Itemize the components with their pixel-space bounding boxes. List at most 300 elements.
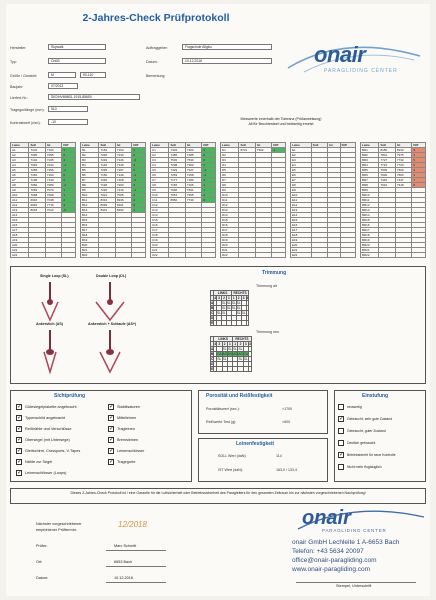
field-hersteller[interactable]: Skywalk bbox=[48, 44, 106, 50]
table-cell[interactable]: -1 bbox=[202, 173, 216, 178]
table-cell[interactable]: BR6 bbox=[361, 173, 379, 178]
table-cell[interactable]: 3 bbox=[62, 203, 76, 208]
table-cell[interactable]: E8 bbox=[291, 183, 312, 188]
table-cell[interactable]: D10 bbox=[221, 193, 239, 198]
table-cell[interactable]: A1 bbox=[11, 148, 29, 153]
sicht-checkbox[interactable]: ✓ bbox=[109, 415, 115, 421]
field-tragegurt[interactable]: 510 bbox=[48, 106, 88, 112]
table-cell[interactable]: C11 bbox=[151, 198, 169, 203]
trim-cell[interactable]: SL bbox=[233, 347, 238, 351]
table-cell[interactable]: 6946 bbox=[29, 198, 45, 203]
table-cell[interactable]: D2 bbox=[221, 153, 239, 158]
table-cell[interactable] bbox=[202, 253, 216, 258]
table-cell[interactable]: 5 bbox=[412, 163, 426, 168]
table-cell[interactable]: 2 bbox=[132, 203, 146, 208]
table-cell[interactable]: B16 bbox=[81, 223, 99, 228]
table-cell[interactable]: 0 bbox=[202, 198, 216, 203]
table-cell[interactable]: 4 bbox=[202, 193, 216, 198]
table-cell[interactable]: 3 bbox=[412, 173, 426, 178]
table-cell[interactable]: 3 bbox=[412, 148, 426, 153]
table-cell[interactable]: E21 bbox=[291, 248, 312, 253]
table-cell[interactable]: A2 bbox=[11, 153, 29, 158]
table-cell[interactable]: E20 bbox=[291, 243, 312, 248]
table-cell[interactable]: 8018 bbox=[29, 208, 45, 213]
table-cell[interactable]: B17 bbox=[81, 228, 99, 233]
table-cell[interactable]: 0 bbox=[132, 153, 146, 158]
table-cell[interactable]: E7 bbox=[291, 178, 312, 183]
table-cell[interactable]: A16 bbox=[11, 223, 29, 228]
table-cell[interactable]: 0 bbox=[62, 153, 76, 158]
trim-cell[interactable]: SL bbox=[238, 357, 243, 361]
table-cell[interactable]: C14 bbox=[151, 213, 169, 218]
table-cell[interactable]: 7530 bbox=[169, 158, 185, 163]
trim-cell[interactable]: CA bbox=[243, 352, 249, 356]
trim-cell[interactable]: SL bbox=[243, 357, 248, 361]
table-cell[interactable]: B7 bbox=[81, 178, 99, 183]
table-cell[interactable]: B10 bbox=[81, 193, 99, 198]
table-cell[interactable]: 8 bbox=[412, 183, 426, 188]
table-cell[interactable]: A18 bbox=[11, 233, 29, 238]
table-cell[interactable]: A17 bbox=[11, 228, 29, 233]
trim-cell[interactable]: CA bbox=[217, 352, 222, 356]
table-cell[interactable]: B1 bbox=[81, 148, 99, 153]
einstuf-checkbox[interactable] bbox=[338, 440, 344, 446]
table-cell[interactable]: 2 bbox=[132, 198, 146, 203]
table-cell[interactable]: 7690 bbox=[169, 188, 185, 193]
table-cell[interactable]: B9 bbox=[81, 188, 99, 193]
table-cell[interactable]: 7013 bbox=[45, 208, 61, 213]
table-cell[interactable]: BR7 bbox=[361, 178, 379, 183]
table-cell[interactable]: 7095 bbox=[29, 153, 45, 158]
trim-cell[interactable]: SL bbox=[238, 347, 243, 351]
table-cell[interactable]: A4 bbox=[11, 163, 29, 168]
table-cell[interactable]: 1 bbox=[202, 183, 216, 188]
table-cell[interactable] bbox=[328, 253, 341, 258]
table-cell[interactable]: 8180 bbox=[379, 148, 395, 153]
table-cell[interactable]: 7230 bbox=[99, 178, 115, 183]
table-cell[interactable]: C16 bbox=[151, 223, 169, 228]
table-cell[interactable]: 7609 bbox=[395, 168, 411, 173]
table-cell[interactable]: 7160 bbox=[29, 173, 45, 178]
table-cell[interactable]: 1 bbox=[272, 148, 286, 153]
trim-cell[interactable]: SL bbox=[222, 311, 226, 315]
table-cell[interactable]: BR15 bbox=[361, 218, 379, 223]
table-cell[interactable]: E19 bbox=[291, 238, 312, 243]
sicht-checkbox[interactable]: ✓ bbox=[109, 437, 115, 443]
table-cell[interactable]: 7975 bbox=[395, 153, 411, 158]
table-cell[interactable]: 7200 bbox=[115, 183, 131, 188]
table-cell[interactable]: 4 bbox=[412, 153, 426, 158]
table-cell[interactable]: A15 bbox=[11, 218, 29, 223]
table-cell[interactable]: 1 bbox=[202, 148, 216, 153]
table-cell[interactable]: 7298 bbox=[169, 163, 185, 168]
table-cell[interactable]: 7230 bbox=[99, 153, 115, 158]
table-cell[interactable]: E12 bbox=[291, 203, 312, 208]
table-cell[interactable]: B15 bbox=[81, 218, 99, 223]
table-cell[interactable]: BR3 bbox=[361, 158, 379, 163]
table-cell[interactable]: 7300 bbox=[185, 163, 201, 168]
table-cell[interactable]: 7102 bbox=[29, 148, 45, 153]
table-cell[interactable]: 7045 bbox=[29, 163, 45, 168]
table-cell[interactable] bbox=[255, 253, 271, 258]
trim-cell[interactable]: SL bbox=[222, 347, 227, 351]
table-cell[interactable]: 7177 bbox=[169, 178, 185, 183]
trim-cell[interactable]: SL bbox=[227, 347, 232, 351]
table-cell[interactable]: E14 bbox=[291, 213, 312, 218]
trim-cell[interactable]: SL bbox=[226, 306, 231, 310]
table-cell[interactable]: E6 bbox=[291, 173, 312, 178]
table-cell[interactable]: BR13 bbox=[361, 208, 379, 213]
field-baujahr[interactable]: 07/2013 bbox=[48, 83, 78, 89]
einstuf-checkbox[interactable]: ✓ bbox=[339, 416, 345, 422]
table-cell[interactable]: E16 bbox=[291, 223, 312, 228]
table-cell[interactable]: C10 bbox=[151, 193, 169, 198]
table-cell[interactable]: BR11 bbox=[361, 198, 379, 203]
table-cell[interactable]: BR22 bbox=[361, 253, 379, 258]
table-cell[interactable]: 7258 bbox=[29, 168, 45, 173]
table-cell[interactable]: 1 bbox=[62, 188, 76, 193]
table-cell[interactable]: 4 bbox=[412, 168, 426, 173]
table-cell[interactable] bbox=[272, 253, 286, 258]
trim-cell[interactable]: AS bbox=[238, 352, 243, 356]
table-cell[interactable]: BR10 bbox=[361, 193, 379, 198]
table-cell[interactable]: 0 bbox=[202, 153, 216, 158]
trim-cell[interactable]: SL bbox=[217, 311, 221, 315]
table-cell[interactable]: 8301 bbox=[99, 208, 115, 213]
field-typ[interactable]: Chili3 bbox=[48, 58, 106, 64]
table-cell[interactable]: E11 bbox=[291, 198, 312, 203]
table-cell[interactable]: 2 bbox=[202, 163, 216, 168]
table-cell[interactable]: 7 bbox=[412, 178, 426, 183]
table-cell[interactable]: C5 bbox=[151, 168, 169, 173]
trim-cell[interactable]: AS bbox=[233, 352, 238, 356]
table-cell[interactable]: 7150 bbox=[99, 173, 115, 178]
table-cell[interactable]: 7146 bbox=[99, 163, 115, 168]
trim-cell[interactable]: SL bbox=[222, 301, 226, 305]
table-cell[interactable]: BR12 bbox=[361, 203, 379, 208]
table-cell[interactable]: BR5 bbox=[361, 168, 379, 173]
table-cell[interactable]: E1 bbox=[291, 148, 312, 153]
trim-cell[interactable]: SL bbox=[222, 357, 227, 361]
table-cell[interactable]: A20 bbox=[11, 243, 29, 248]
table-cell[interactable]: BR8 bbox=[361, 183, 379, 188]
table-cell[interactable]: B4 bbox=[81, 163, 99, 168]
table-cell[interactable]: 7095 bbox=[45, 153, 61, 158]
einstuf-checkbox[interactable] bbox=[338, 428, 344, 434]
table-cell[interactable]: A22 bbox=[11, 253, 29, 258]
table-cell[interactable]: 7246 bbox=[115, 158, 131, 163]
table-cell[interactable]: A11 bbox=[11, 198, 29, 203]
table-cell[interactable]: 8650 bbox=[169, 198, 185, 203]
trim-cell[interactable]: SL bbox=[236, 301, 241, 305]
table-cell[interactable]: 2 bbox=[62, 198, 76, 203]
table-cell[interactable]: -3 bbox=[132, 158, 146, 163]
table-cell[interactable]: 7149 bbox=[115, 163, 131, 168]
table-cell[interactable]: E5 bbox=[291, 168, 312, 173]
sicht-checkbox[interactable]: ✓ bbox=[17, 448, 23, 454]
sicht-checkbox[interactable]: ✓ bbox=[109, 448, 115, 454]
table-cell[interactable]: C12 bbox=[151, 203, 169, 208]
table-cell[interactable]: E17 bbox=[291, 228, 312, 233]
table-cell[interactable]: 8334 bbox=[99, 198, 115, 203]
table-cell[interactable]: D1 bbox=[221, 148, 239, 153]
table-cell[interactable]: 7655 bbox=[185, 193, 201, 198]
table-cell[interactable]: B6 bbox=[81, 173, 99, 178]
table-cell[interactable]: 1 bbox=[62, 148, 76, 153]
table-cell[interactable]: BR17 bbox=[361, 228, 379, 233]
table-cell[interactable]: 8101 bbox=[115, 203, 131, 208]
table-cell[interactable]: E18 bbox=[291, 233, 312, 238]
sicht-checkbox[interactable]: ✓ bbox=[17, 415, 23, 421]
trim-cell[interactable]: AS bbox=[227, 352, 233, 356]
trim-cell[interactable]: SL bbox=[222, 306, 226, 310]
table-cell[interactable]: 7691 bbox=[185, 188, 201, 193]
table-cell[interactable]: D5 bbox=[221, 168, 239, 173]
table-cell[interactable]: C18 bbox=[151, 233, 169, 238]
table-cell[interactable] bbox=[239, 253, 255, 258]
table-cell[interactable]: B22 bbox=[81, 253, 99, 258]
table-cell[interactable]: 3 bbox=[202, 178, 216, 183]
trim-cell[interactable]: SL bbox=[226, 301, 231, 305]
table-cell[interactable]: 7069 bbox=[29, 188, 45, 193]
table-cell[interactable]: 7140 bbox=[45, 178, 61, 183]
table-cell[interactable] bbox=[379, 253, 395, 258]
table-cell[interactable]: 7256 bbox=[45, 168, 61, 173]
table-cell[interactable]: C21 bbox=[151, 248, 169, 253]
table-cell[interactable]: B14 bbox=[81, 213, 99, 218]
table-cell[interactable]: 7102 bbox=[29, 158, 45, 163]
sicht-checkbox[interactable]: ✓ bbox=[17, 437, 23, 443]
table-cell[interactable]: 7249 bbox=[99, 158, 115, 163]
table-cell[interactable]: C13 bbox=[151, 208, 169, 213]
table-cell[interactable]: 7163 bbox=[115, 148, 131, 153]
table-cell[interactable]: 7220 bbox=[99, 188, 115, 193]
table-cell[interactable]: -5 bbox=[62, 208, 76, 213]
table-cell[interactable]: D13 bbox=[221, 208, 239, 213]
field-gewicht[interactable]: 90-110 bbox=[80, 72, 106, 78]
trim-cell[interactable]: SL bbox=[231, 306, 236, 310]
trim-cell[interactable]: AS bbox=[222, 352, 227, 356]
table-cell[interactable]: 7716 bbox=[45, 203, 61, 208]
trim-cell[interactable] bbox=[246, 321, 249, 326]
table-cell[interactable]: 6945 bbox=[29, 203, 45, 208]
einstuf-checkbox[interactable] bbox=[338, 464, 344, 470]
trim-cell[interactable] bbox=[249, 367, 252, 372]
field-kontrast[interactable]: -10 bbox=[48, 119, 88, 125]
field-lfz[interactable]: SKDHVMMB1-1915-85650 bbox=[48, 94, 140, 100]
table-cell[interactable]: BR18 bbox=[361, 233, 379, 238]
table-cell[interactable]: C17 bbox=[151, 228, 169, 233]
table-cell[interactable] bbox=[412, 253, 426, 258]
table-cell[interactable]: B21 bbox=[81, 248, 99, 253]
table-cell[interactable] bbox=[45, 253, 61, 258]
table-cell[interactable]: 7302 bbox=[255, 148, 271, 153]
table-cell[interactable]: 5 bbox=[412, 158, 426, 163]
table-cell[interactable]: D7 bbox=[221, 178, 239, 183]
table-cell[interactable]: 7149 bbox=[115, 173, 131, 178]
sicht-checkbox[interactable]: ✓ bbox=[109, 459, 115, 465]
table-cell[interactable]: BR14 bbox=[361, 213, 379, 218]
table-cell[interactable]: 7099 bbox=[45, 193, 61, 198]
table-cell[interactable]: C2 bbox=[151, 153, 169, 158]
table-cell[interactable] bbox=[311, 253, 327, 258]
table-cell[interactable]: C20 bbox=[151, 243, 169, 248]
table-cell[interactable]: 7103 bbox=[45, 148, 61, 153]
table-cell[interactable]: B18 bbox=[81, 233, 99, 238]
table-cell[interactable] bbox=[62, 253, 76, 258]
table-cell[interactable] bbox=[340, 253, 355, 258]
table-cell[interactable]: E4 bbox=[291, 163, 312, 168]
table-cell[interactable]: -2 bbox=[132, 178, 146, 183]
table-cell[interactable]: 7258 bbox=[185, 173, 201, 178]
table-cell[interactable]: 7605 bbox=[379, 168, 395, 173]
trim-cell[interactable]: SL bbox=[231, 301, 236, 305]
table-cell[interactable]: 2 bbox=[62, 178, 76, 183]
table-cell[interactable]: 7165 bbox=[169, 183, 185, 188]
sicht-checkbox[interactable]: ✓ bbox=[17, 470, 23, 476]
table-cell[interactable]: A5 bbox=[11, 168, 29, 173]
table-cell[interactable]: 7166 bbox=[185, 183, 201, 188]
table-cell[interactable]: BR20 bbox=[361, 243, 379, 248]
table-cell[interactable]: -1 bbox=[132, 173, 146, 178]
table-cell[interactable]: 1 bbox=[62, 193, 76, 198]
table-cell[interactable]: B13 bbox=[81, 208, 99, 213]
table-cell[interactable]: 7530 bbox=[185, 158, 201, 163]
table-cell[interactable]: D6 bbox=[221, 173, 239, 178]
table-cell[interactable]: BR21 bbox=[361, 248, 379, 253]
table-cell[interactable]: E15 bbox=[291, 218, 312, 223]
table-cell[interactable]: 7732 bbox=[395, 158, 411, 163]
table-cell[interactable]: D11 bbox=[221, 198, 239, 203]
table-cell[interactable]: 7720 bbox=[395, 163, 411, 168]
table-cell[interactable]: 1 bbox=[202, 188, 216, 193]
table-cell[interactable]: -1 bbox=[62, 163, 76, 168]
table-cell[interactable]: 7025 bbox=[115, 193, 131, 198]
table-cell[interactable]: C15 bbox=[151, 218, 169, 223]
table-cell[interactable]: 7259 bbox=[169, 173, 185, 178]
table-cell[interactable]: -2 bbox=[202, 168, 216, 173]
table-cell[interactable]: C3 bbox=[151, 158, 169, 163]
table-cell[interactable]: B20 bbox=[81, 243, 99, 248]
table-cell[interactable]: 0 bbox=[202, 158, 216, 163]
table-cell[interactable]: 3 bbox=[62, 158, 76, 163]
table-cell[interactable]: 7715 bbox=[379, 163, 395, 168]
table-cell[interactable]: A9 bbox=[11, 188, 29, 193]
table-cell[interactable]: 7485 bbox=[169, 153, 185, 158]
table-cell[interactable]: 1 bbox=[132, 208, 146, 213]
field-datum[interactable]: 10.12.2016 bbox=[182, 58, 272, 64]
table-cell[interactable]: 7105 bbox=[45, 158, 61, 163]
table-cell[interactable]: 7228 bbox=[115, 178, 131, 183]
table-cell[interactable]: 7447 bbox=[395, 178, 411, 183]
table-cell[interactable]: A3 bbox=[11, 158, 29, 163]
table-cell[interactable]: 8336 bbox=[115, 198, 131, 203]
table-cell[interactable]: 7219 bbox=[115, 188, 131, 193]
table-cell[interactable]: 2 bbox=[132, 168, 146, 173]
table-cell[interactable]: 7327 bbox=[185, 168, 201, 173]
table-cell[interactable]: B8 bbox=[81, 183, 99, 188]
table-cell[interactable]: C4 bbox=[151, 163, 169, 168]
table-cell[interactable]: 7160 bbox=[45, 173, 61, 178]
table-cell[interactable]: D20 bbox=[221, 243, 239, 248]
sicht-checkbox[interactable]: ✓ bbox=[109, 404, 115, 410]
table-cell[interactable]: 7651 bbox=[169, 193, 185, 198]
table-cell[interactable]: 1 bbox=[132, 148, 146, 153]
table-cell[interactable]: A12 bbox=[11, 203, 29, 208]
table-cell[interactable]: 7048 bbox=[45, 198, 61, 203]
table-cell[interactable]: A14 bbox=[11, 213, 29, 218]
table-cell[interactable]: 0 bbox=[62, 173, 76, 178]
table-cell[interactable]: D22 bbox=[221, 253, 239, 258]
table-cell[interactable]: B19 bbox=[81, 238, 99, 243]
table-cell[interactable]: E3 bbox=[291, 158, 312, 163]
table-cell[interactable]: 8233 bbox=[395, 148, 411, 153]
table-cell[interactable]: 7440 bbox=[379, 178, 395, 183]
field-auftraggeber[interactable]: Flugschule Allgäu bbox=[182, 44, 272, 50]
table-cell[interactable]: -1 bbox=[132, 188, 146, 193]
table-cell[interactable]: D12 bbox=[221, 203, 239, 208]
table-cell[interactable]: D18 bbox=[221, 233, 239, 238]
trim-cell[interactable]: SL bbox=[217, 357, 222, 361]
table-cell[interactable]: D8 bbox=[221, 183, 239, 188]
table-cell[interactable]: D9 bbox=[221, 188, 239, 193]
table-cell[interactable]: D21 bbox=[221, 248, 239, 253]
table-cell[interactable] bbox=[115, 253, 131, 258]
table-cell[interactable]: D3 bbox=[221, 158, 239, 163]
table-cell[interactable]: 4 bbox=[132, 183, 146, 188]
table-cell[interactable]: BR9 bbox=[361, 188, 379, 193]
table-cell[interactable]: 8099 bbox=[99, 203, 115, 208]
table-cell[interactable]: 7403 bbox=[185, 148, 201, 153]
table-cell[interactable]: 7021 bbox=[99, 193, 115, 198]
sicht-checkbox[interactable]: ✓ bbox=[17, 459, 23, 465]
table-cell[interactable]: B2 bbox=[81, 153, 99, 158]
table-cell[interactable]: BR2 bbox=[361, 153, 379, 158]
table-cell[interactable]: 7082 bbox=[29, 183, 45, 188]
table-cell[interactable]: A6 bbox=[11, 173, 29, 178]
table-cell[interactable]: 7180 bbox=[185, 178, 201, 183]
table-cell[interactable]: 7600 bbox=[379, 173, 395, 178]
table-cell[interactable]: D16 bbox=[221, 223, 239, 228]
table-cell[interactable]: 7080 bbox=[45, 183, 61, 188]
table-cell[interactable]: 7070 bbox=[45, 188, 61, 193]
table-cell[interactable] bbox=[395, 253, 411, 258]
table-cell[interactable]: D4 bbox=[221, 163, 239, 168]
table-cell[interactable]: C19 bbox=[151, 238, 169, 243]
table-cell[interactable]: E10 bbox=[291, 193, 312, 198]
field-groesse[interactable]: M bbox=[48, 72, 76, 78]
trim-cell[interactable]: SL bbox=[236, 306, 241, 310]
table-cell[interactable]: -2 bbox=[62, 183, 76, 188]
table-cell[interactable] bbox=[185, 253, 201, 258]
table-cell[interactable]: E2 bbox=[291, 153, 312, 158]
einstuf-checkbox[interactable]: ✓ bbox=[339, 452, 345, 458]
table-cell[interactable]: 7329 bbox=[169, 168, 185, 173]
table-cell[interactable]: 7196 bbox=[99, 183, 115, 188]
table-cell[interactable]: 8302 bbox=[115, 208, 131, 213]
trim-cell[interactable]: SL bbox=[241, 311, 246, 315]
table-cell[interactable]: C1 bbox=[151, 148, 169, 153]
table-cell[interactable]: 7098 bbox=[29, 193, 45, 198]
table-cell[interactable]: 7162 bbox=[99, 148, 115, 153]
table-cell[interactable]: A7 bbox=[11, 178, 29, 183]
table-cell[interactable]: C22 bbox=[151, 253, 169, 258]
table-cell[interactable]: 7603 bbox=[395, 173, 411, 178]
table-cell[interactable]: 3 bbox=[132, 163, 146, 168]
table-cell[interactable] bbox=[132, 253, 146, 258]
table-cell[interactable]: BR16 bbox=[361, 223, 379, 228]
table-cell[interactable]: B12 bbox=[81, 203, 99, 208]
